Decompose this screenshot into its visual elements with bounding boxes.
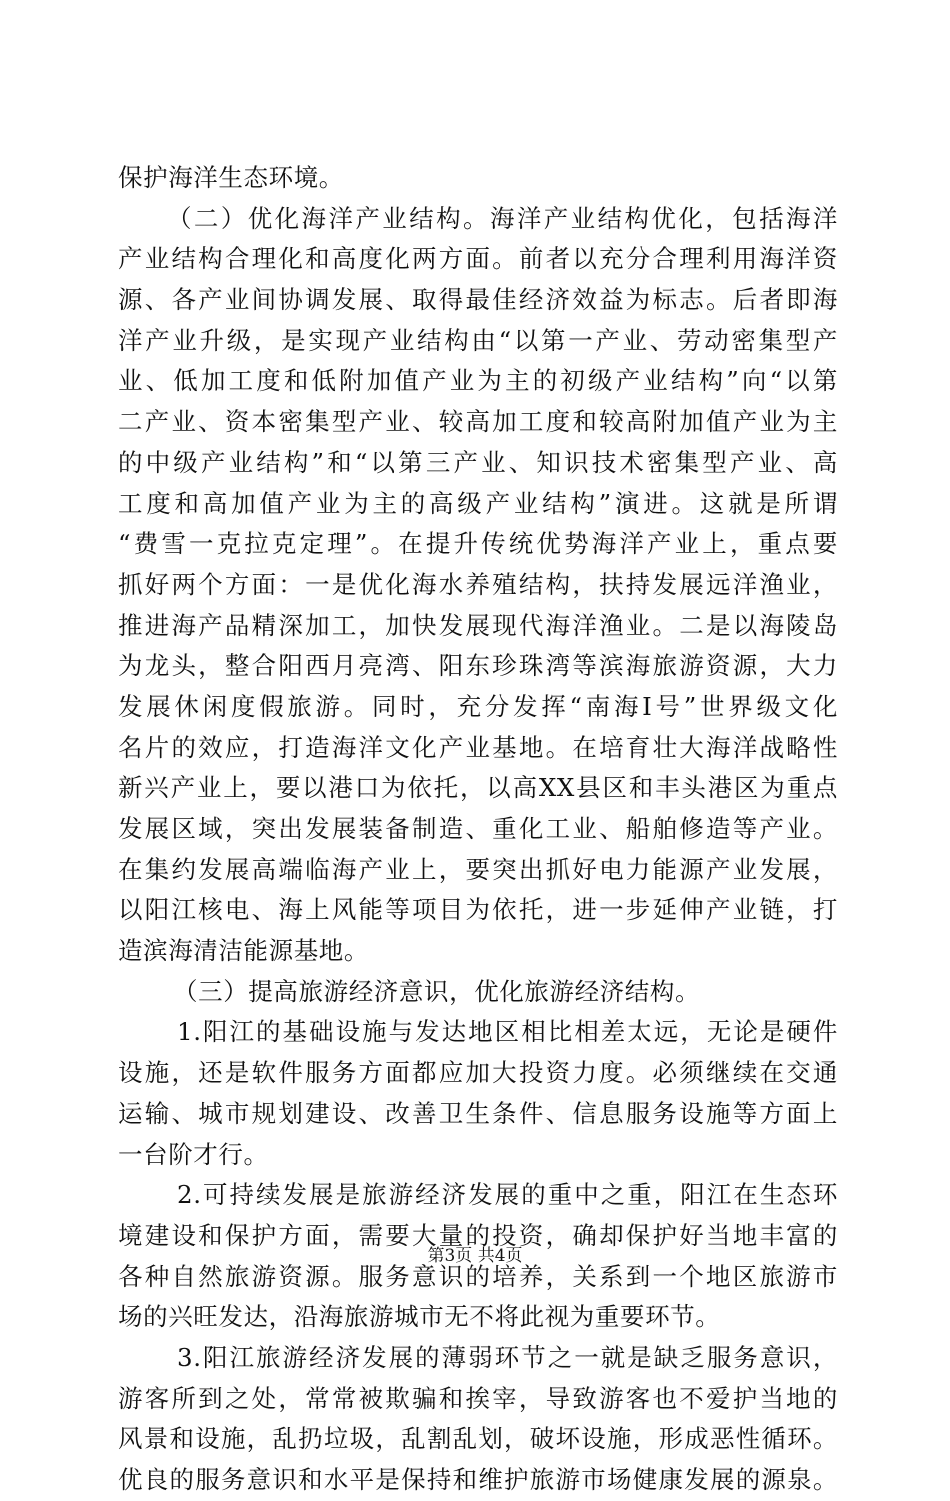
- text-line: 优良的服务意识和水平是保持和维护旅游市场健康发展的源泉。: [118, 1465, 838, 1494]
- text-line: 推进海产品精深加工，加快发展现代海洋渔业。二是以海陵岛: [118, 610, 838, 640]
- text-line: 3.阳江旅游经济发展的薄弱环节之一就是缺乏服务意识，: [177, 1342, 838, 1372]
- text-line: 保护海洋生态环境。: [118, 163, 344, 192]
- text-line: 抓好两个方面：一是优化海水养殖结构，扶持发展远洋渔业，: [118, 569, 838, 599]
- text-line: 发展区域，突出发展装备制造、重化工业、船舶修造等产业。: [118, 814, 838, 843]
- text-line: 2.可持续发展是旅游经济发展的重中之重，阳江在生态环: [177, 1180, 838, 1210]
- text-line: 名片的效应，打造海洋文化产业基地。在培育壮大海洋战略性: [118, 732, 838, 762]
- text-line: 境建设和保护方面，需要大量的投资，确却保护好当地丰富的: [118, 1220, 838, 1250]
- page-number-label: 第3页 共4页: [427, 1246, 523, 1266]
- text-line: 造滨海清洁能源基地。: [118, 936, 369, 966]
- text-line: 风景和设施，乱扔垃圾，乱割乱划，破坏设施，形成恶性循环。: [118, 1424, 838, 1454]
- text-line: 设施，还是软件服务方面都应加大投资力度。必须继续在交通: [118, 1058, 838, 1088]
- text-line: 产业结构合理化和高度化两方面。前者以充分合理利用海洋资: [118, 244, 838, 274]
- text-line: 洋产业升级，是实现产业结构由“以第一产业、劳动密集型产: [118, 325, 838, 355]
- text-line: （三）提高旅游经济意识，优化旅游经济结构。: [173, 976, 701, 1006]
- text-line: 新兴产业上，要以港口为依托，以高XX县区和丰头港区为重点: [118, 773, 838, 803]
- page-footer: [0, 1244, 950, 1268]
- text-line: 以阳江核电、海上风能等项目为依托，进一步延伸产业链，打: [118, 895, 838, 925]
- document-body: [118, 158, 838, 1501]
- text-line: 业、低加工度和低附加值产业为主的初级产业结构”向“以第: [118, 366, 838, 396]
- text-line: 1.阳江的基础设施与发达地区相比相差太远，无论是硬件: [177, 1017, 838, 1047]
- text-line: 的中级产业结构”和“以第三产业、知识技术密集型产业、高: [118, 447, 838, 477]
- text-line: 发展休闲度假旅游。同时，充分发挥“南海Ⅰ号”世界级文化: [118, 691, 838, 721]
- text-line: 一台阶才行。: [118, 1139, 269, 1169]
- text-line: 二产业、资本密集型产业、较高加工度和较高附加值产业为主: [118, 407, 838, 437]
- text-line: 在集约发展高端临海产业上，要突出抓好电力能源产业发展，: [118, 854, 838, 884]
- text-line: 源、各产业间协调发展、取得最佳经济效益为标志。后者即海: [118, 285, 838, 315]
- text-line: 运输、城市规划建设、改善卫生条件、信息服务设施等方面上: [118, 1098, 838, 1128]
- text-line: “费雪一克拉克定理”。在提升传统优势海洋产业上，重点要: [118, 529, 838, 559]
- text-line: 场的兴旺发达，沿海旅游城市无不将此视为重要环节。: [118, 1302, 721, 1332]
- text-line: 工度和高加值产业为主的高级产业结构”演进。这就是所谓: [118, 488, 838, 518]
- text-line: 游客所到之处，常常被欺骗和挨宰，导致游客也不爱护当地的: [118, 1383, 838, 1413]
- text-line: 各种自然旅游资源。服务意识的培养，关系到一个地区旅游市: [118, 1261, 838, 1291]
- text-line: 为龙头，整合阳西月亮湾、阳东珍珠湾等滨海旅游资源，大力: [118, 651, 838, 681]
- text-line: （二）优化海洋产业结构。海洋产业结构优化，包括海洋: [167, 203, 838, 233]
